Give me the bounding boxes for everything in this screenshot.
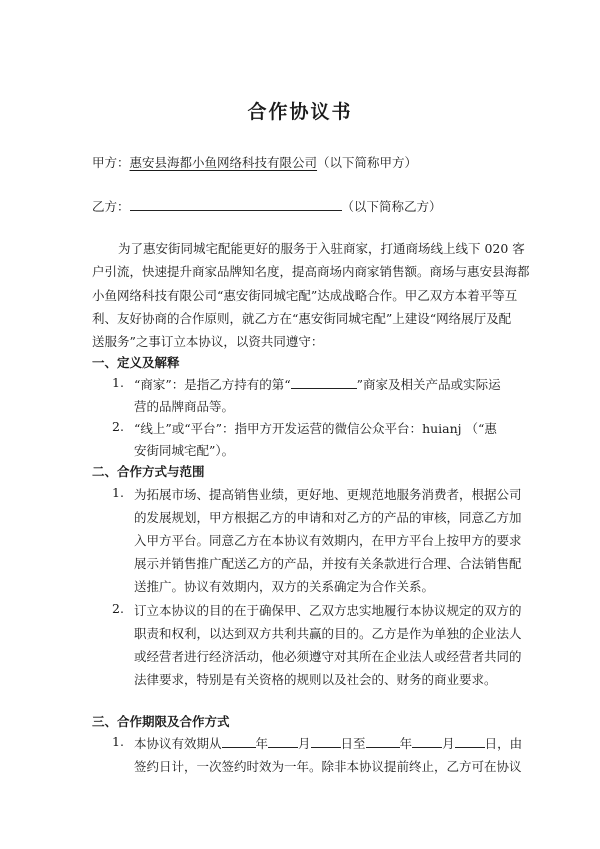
- s1-item-1-text-b: ”商家及相关产品或实际运: [356, 377, 501, 392]
- end-day-label: 日，由: [484, 736, 523, 751]
- s2-item-1-line-5: 送推广。协议有效期内，双方的关系确定为合作关系。: [134, 579, 435, 594]
- s3-item-1-line-1: [134, 734, 522, 752]
- intro-line-5: 送服务”之事订立本协议，以资共同遵守：: [92, 334, 324, 349]
- party-a-line: [92, 153, 417, 171]
- s2-item-1-line-2: 的发展规划，甲方根据乙方的申请和对乙方的产品的审核，同意乙方加: [134, 510, 522, 525]
- end-day-blank: [455, 735, 485, 748]
- s1-item-1-text-a: “商家”：是指乙方持有的第“: [134, 377, 291, 392]
- s3-item-1-line-2: 签约日计，一次签约时效为一年。除非本协议提前终止，乙方可在协议: [134, 759, 522, 774]
- s2-item-2-line-1: 订立本协议的目的在于确保甲、乙双方忠实地履行本协议规定的双方的: [134, 603, 522, 618]
- end-month-label: 月: [442, 736, 455, 751]
- party-a-label: 甲方：: [92, 155, 130, 170]
- validity-prefix: 本协议有效期从: [134, 736, 222, 751]
- party-b-name-blank: [130, 198, 342, 211]
- s1-item-2-line-1: “线上”或“平台”：指甲方开发运营的微信公众平台：huianj （“惠: [134, 421, 497, 436]
- section-2-heading: 二、合作方式与范围: [92, 464, 205, 479]
- end-year-label: 年: [399, 736, 413, 751]
- s2-item-2-line-4: 法律要求，特别是有关资格的规则以及社会的、财务的商业要求。: [134, 672, 497, 687]
- intro-line-3: 小鱼网络科技有限公司“惠安街同城宅配”达成战略合作。甲乙双方本着平等互: [92, 288, 518, 303]
- merchant-name-blank: [291, 376, 357, 389]
- party-a-name: 惠安县海都小鱼网络科技有限公司: [129, 155, 318, 170]
- start-month-label: 月: [298, 736, 311, 751]
- intro-line-1: 为了惠安街同城宅配能更好的服务于入驻商家，打通商场线上线下 020 客: [118, 241, 525, 256]
- s2-item-1-number: 1.: [112, 485, 124, 500]
- s3-item-1-number: 1.: [112, 734, 124, 749]
- s1-item-2-number: 2.: [112, 419, 124, 434]
- s2-item-2-line-3: 或经营者进行经济活动，他必须遵守对其所在企业法人或经营者共同的: [134, 649, 522, 664]
- s1-item-1-line-2: 营的品牌商品等。: [134, 399, 235, 414]
- s2-item-2-number: 2.: [112, 601, 124, 616]
- start-day-label: 日至: [340, 736, 366, 751]
- party-b-label: 乙方：: [92, 199, 130, 214]
- party-a-suffix: （以下简称甲方）: [317, 155, 418, 170]
- start-month-blank: [268, 735, 298, 748]
- start-year-blank: [222, 735, 256, 748]
- end-month-blank: [412, 735, 442, 748]
- party-b-suffix: （以下简称乙方）: [341, 199, 442, 214]
- intro-line-4: 利、友好协商的合作原则，就乙方在“惠安街同城宅配”上建设“网络展厅及配: [92, 311, 512, 326]
- s1-item-1-number: 1.: [112, 375, 124, 390]
- section-1-heading: 一、定义及解释: [92, 355, 180, 370]
- s2-item-1-line-4: 展示并销售推广配送乙方的产品，并按有关条款进行合理、合法销售配: [134, 556, 522, 571]
- s1-item-1-line-1: [134, 375, 501, 393]
- intro-line-2: 户引流，快速提升商家品牌知名度，提高商场内商家销售额。商场与惠安县海都: [92, 264, 530, 279]
- start-day-blank: [311, 735, 341, 748]
- party-b-line: [92, 197, 442, 215]
- section-3-heading: 三、合作期限及合作方式: [92, 714, 230, 729]
- s2-item-2-line-2: 职责和权利，以达到双方共利共赢的目的。乙方是作为单独的企业法人: [134, 626, 522, 641]
- s2-item-1-line-3: 入甲方平台。同意乙方在本协议有效期内，在甲方平台上按甲方的要求: [134, 533, 522, 548]
- s1-item-2-line-2: 安街同城宅配”）。: [134, 443, 235, 458]
- start-year-label: 年: [255, 736, 269, 751]
- page-title: 合作协议书: [247, 101, 353, 123]
- end-year-blank: [366, 735, 400, 748]
- s2-item-1-line-1: 为拓展市场、提高销售业绩，更好地、更规范地服务消费者，根据公司: [134, 487, 522, 502]
